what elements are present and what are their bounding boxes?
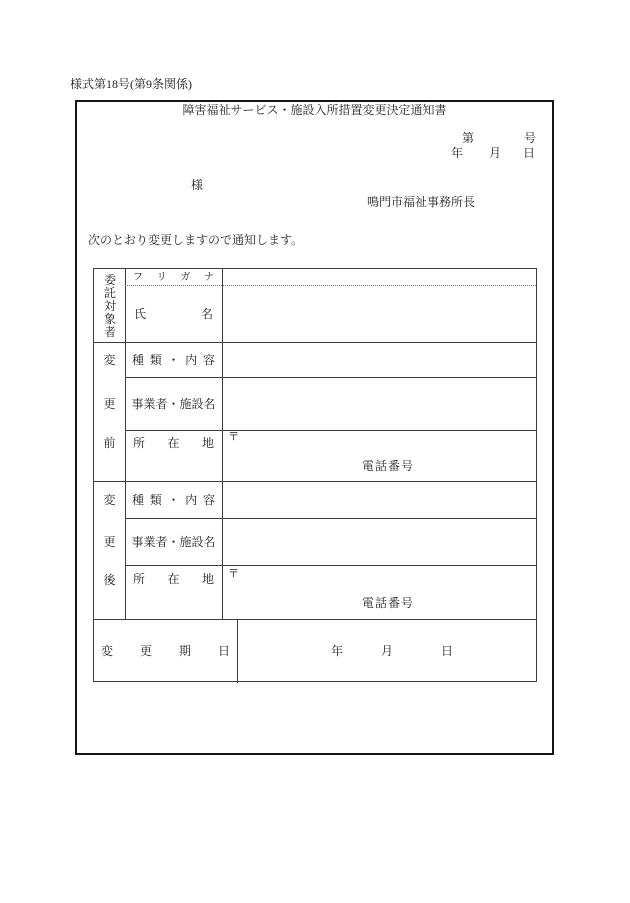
type-label-before: [125, 353, 222, 367]
type-label-char: ・: [167, 493, 180, 507]
furigana-value-cell: [222, 269, 536, 285]
type-label-char: 容: [202, 493, 215, 507]
type-label-char: ・: [167, 353, 180, 367]
notification-table: [93, 268, 537, 682]
type-label-after: [125, 493, 222, 507]
provider-value-cell-before: [222, 377, 536, 430]
postal-mark-before: 〒: [228, 431, 239, 443]
addressee-honorific: 様: [191, 178, 204, 192]
address-label-char: 地: [201, 436, 214, 450]
change-date-label-char: 日: [217, 644, 230, 658]
change-date-label-char: 更: [139, 644, 152, 658]
address-label-after: [125, 572, 222, 586]
provider-label-after: 事業者・施設名: [131, 535, 216, 549]
address-label-before: [125, 436, 222, 450]
furigana-label-char: ガ: [180, 272, 191, 283]
before-group-label-char: 更: [103, 397, 116, 411]
issue-date-day-label: 日: [523, 146, 536, 160]
type-label-char: 容: [202, 353, 215, 367]
provider-value-cell-after: [222, 518, 536, 565]
address-label-char: 所: [133, 436, 146, 450]
address-label-char: 在: [167, 436, 180, 450]
address-label-char: 地: [201, 572, 214, 586]
type-value-cell-after: [222, 481, 536, 518]
address-label-char: 在: [167, 572, 180, 586]
consignee-group-label: 委託対象者: [103, 273, 116, 339]
address-value-cell-before: [222, 430, 536, 481]
name-value-cell: [222, 285, 536, 342]
issuer-title: 鳴門市福祉事務所長: [367, 195, 476, 209]
name-label-char: 氏: [134, 307, 147, 321]
name-label: [125, 307, 222, 321]
issue-date-month-label: 月: [489, 146, 502, 160]
change-date-day-label: 日: [441, 644, 454, 658]
before-group-label-char: 変: [103, 353, 116, 367]
type-label-char: 内: [185, 493, 198, 507]
change-date-month-label: 月: [381, 644, 394, 658]
address-value-cell-after: [222, 565, 536, 619]
change-date-label-char: 変: [101, 644, 114, 658]
form-title: 障害福祉サービス・施設入所措置変更決定通知書: [182, 103, 447, 117]
change-date-label-char: 期: [178, 644, 191, 658]
furigana-label-char: ナ: [203, 272, 214, 283]
after-group-label-char: 変: [103, 493, 116, 507]
doc-number-suffix: 号: [524, 131, 537, 145]
form-reference: 様式第18号(第9条関係): [70, 77, 192, 91]
change-date-label: [94, 644, 237, 658]
type-value-cell-before: [222, 342, 536, 377]
after-group-label-char: 後: [103, 573, 116, 587]
type-label-char: 類: [149, 493, 162, 507]
issue-date-year-label: 年: [451, 146, 464, 160]
change-date-year-label: 年: [331, 644, 344, 658]
name-label-char: 名: [200, 307, 213, 321]
furigana-label-char: リ: [156, 272, 167, 283]
postal-mark-after: 〒: [228, 568, 239, 580]
provider-label-before: 事業者・施設名: [131, 397, 216, 411]
furigana-label-char: フ: [133, 272, 143, 283]
phone-label-after: 電話番号: [362, 596, 415, 610]
after-group-label-char: 更: [103, 535, 116, 549]
type-label-char: 種: [132, 353, 145, 367]
furigana-label: [125, 272, 222, 283]
doc-number-prefix: 第: [462, 131, 475, 145]
type-label-char: 種: [132, 493, 145, 507]
phone-label-before: 電話番号: [362, 459, 415, 473]
change-date-value-cell: [237, 619, 536, 683]
type-label-char: 内: [185, 353, 198, 367]
before-group-label-char: 前: [103, 436, 116, 450]
address-label-char: 所: [133, 572, 146, 586]
notice-text: 次のとおり変更しますので通知します。: [88, 233, 304, 247]
type-label-char: 類: [149, 353, 162, 367]
